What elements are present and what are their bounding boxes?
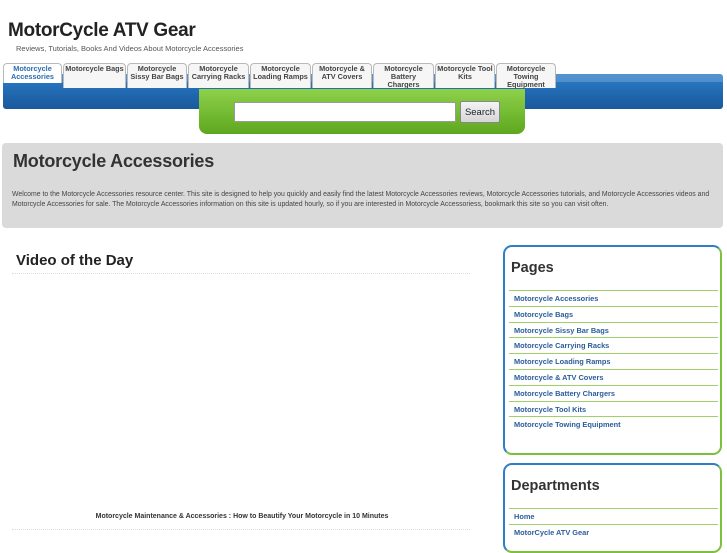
search-bar: [199, 89, 525, 134]
tab-label-line: ATV Covers: [321, 72, 363, 81]
site-tagline: Reviews, Tutorials, Books And Videos About Motorcycle Accessories: [16, 44, 244, 53]
pages-link[interactable]: Motorcycle Loading Ramps: [514, 357, 611, 367]
pages-item[interactable]: [509, 369, 718, 385]
pages-link[interactable]: Motorcycle Carrying Racks: [514, 341, 610, 351]
pages-link[interactable]: Motorcycle Battery Chargers: [514, 388, 616, 398]
pages-item[interactable]: [509, 290, 718, 306]
pages-link[interactable]: Motorcycle Accessories: [514, 294, 599, 303]
tab-label-line: Equipment: [507, 80, 545, 88]
tab-motorcycle-towing-equipment[interactable]: [496, 63, 556, 88]
pages-item[interactable]: [509, 322, 718, 338]
intro-panel: [2, 143, 723, 228]
pages-item[interactable]: [509, 337, 718, 353]
tab-label-line: Sissy Bar Bags: [130, 72, 184, 81]
tab-motorcycle-bags[interactable]: [63, 63, 126, 88]
intro-text: Welcome to the Motorcycle Accessories resource center. This site is designed to help you quickly and easily find the latest Motorcycle Accessories reviews, Motorcycle Accessories tutorials, and Motorcycle Accessories videos and Motorcycle Accessories for sale. The Motorcycle Accessories information on this site is updated hourly, so if you are interested in Motorcycle Accessoriess, bookmark this site so you can visit often.: [12, 191, 710, 209]
pages-item[interactable]: [509, 353, 718, 369]
video-of-the-day-heading: Video of the Day: [16, 252, 134, 269]
pages-list: [509, 290, 718, 432]
tab-motorcycle-carrying-racks[interactable]: [188, 63, 249, 88]
departments-link[interactable]: Home: [514, 512, 535, 521]
tab-label-line: Motorcycle: [506, 64, 546, 73]
page-title: Motorcycle Accessories: [13, 151, 215, 171]
pages-heading: Pages: [511, 260, 554, 276]
tab-label-line: Motorcycle Bags: [65, 64, 124, 73]
pages-item[interactable]: [509, 306, 718, 322]
tab-label-line: Towing: [513, 72, 539, 81]
pages-item[interactable]: [509, 416, 718, 432]
tab-label-line: Motorcycle &: [319, 64, 365, 73]
departments-item[interactable]: [509, 508, 718, 524]
tab-label-line: Chargers: [387, 80, 420, 88]
tab-motorcycle-battery-chargers[interactable]: [373, 63, 434, 88]
tab-label-line: Accessories: [10, 72, 54, 81]
tab-label-line: Motorcycle: [384, 64, 423, 73]
tab-label-line: Motorcycle: [199, 64, 238, 73]
tab-label-line: Motorcycle: [261, 64, 300, 73]
search-input[interactable]: [234, 102, 456, 122]
tab-motorcycle-atv-covers[interactable]: [312, 63, 372, 88]
tab-motorcycle-sissy-bar-bags[interactable]: [127, 63, 187, 88]
pages-widget: [503, 245, 722, 455]
tab-motorcycle-accessories[interactable]: [3, 63, 62, 83]
video-player[interactable]: [16, 282, 466, 502]
tab-label-line: Kits: [458, 72, 472, 81]
tab-label-line: Motorcycle: [13, 64, 52, 73]
search-button[interactable]: Search: [460, 101, 500, 123]
pages-link[interactable]: Motorcycle Sissy Bar Bags: [514, 325, 609, 335]
tab-label-line: Carrying Racks: [191, 72, 246, 81]
site-title[interactable]: MotorCycle ATV Gear: [8, 20, 196, 41]
tab-label-line: Loading Ramps: [253, 72, 308, 81]
pages-link[interactable]: Motorcycle Bags: [514, 309, 574, 319]
divider: [12, 529, 470, 530]
pages-link[interactable]: Motorcycle Towing Equipment: [514, 420, 621, 430]
divider: [12, 273, 470, 274]
pages-item[interactable]: [509, 401, 718, 417]
departments-widget: [503, 463, 722, 553]
tab-motorcycle-loading-ramps[interactable]: [250, 63, 311, 88]
departments-heading: Departments: [511, 478, 600, 494]
departments-link[interactable]: MotorCycle ATV Gear: [514, 527, 590, 537]
tab-motorcycle-tool-kits[interactable]: [435, 63, 495, 88]
departments-list: [509, 508, 718, 540]
video-caption[interactable]: Motorcycle Maintenance & Accessories : How to Beautify Your Motorcycle in 10 Minutes: [95, 513, 389, 520]
tab-label-line: Motorcycle: [137, 64, 177, 73]
tab-label-line: Battery: [390, 72, 417, 81]
pages-link[interactable]: Motorcycle & ATV Covers: [514, 372, 604, 382]
pages-item[interactable]: [509, 385, 718, 401]
pages-link[interactable]: Motorcycle Tool Kits: [514, 404, 587, 414]
departments-item[interactable]: [509, 524, 718, 540]
tab-label-line: Motorcycle Tool: [437, 64, 493, 73]
